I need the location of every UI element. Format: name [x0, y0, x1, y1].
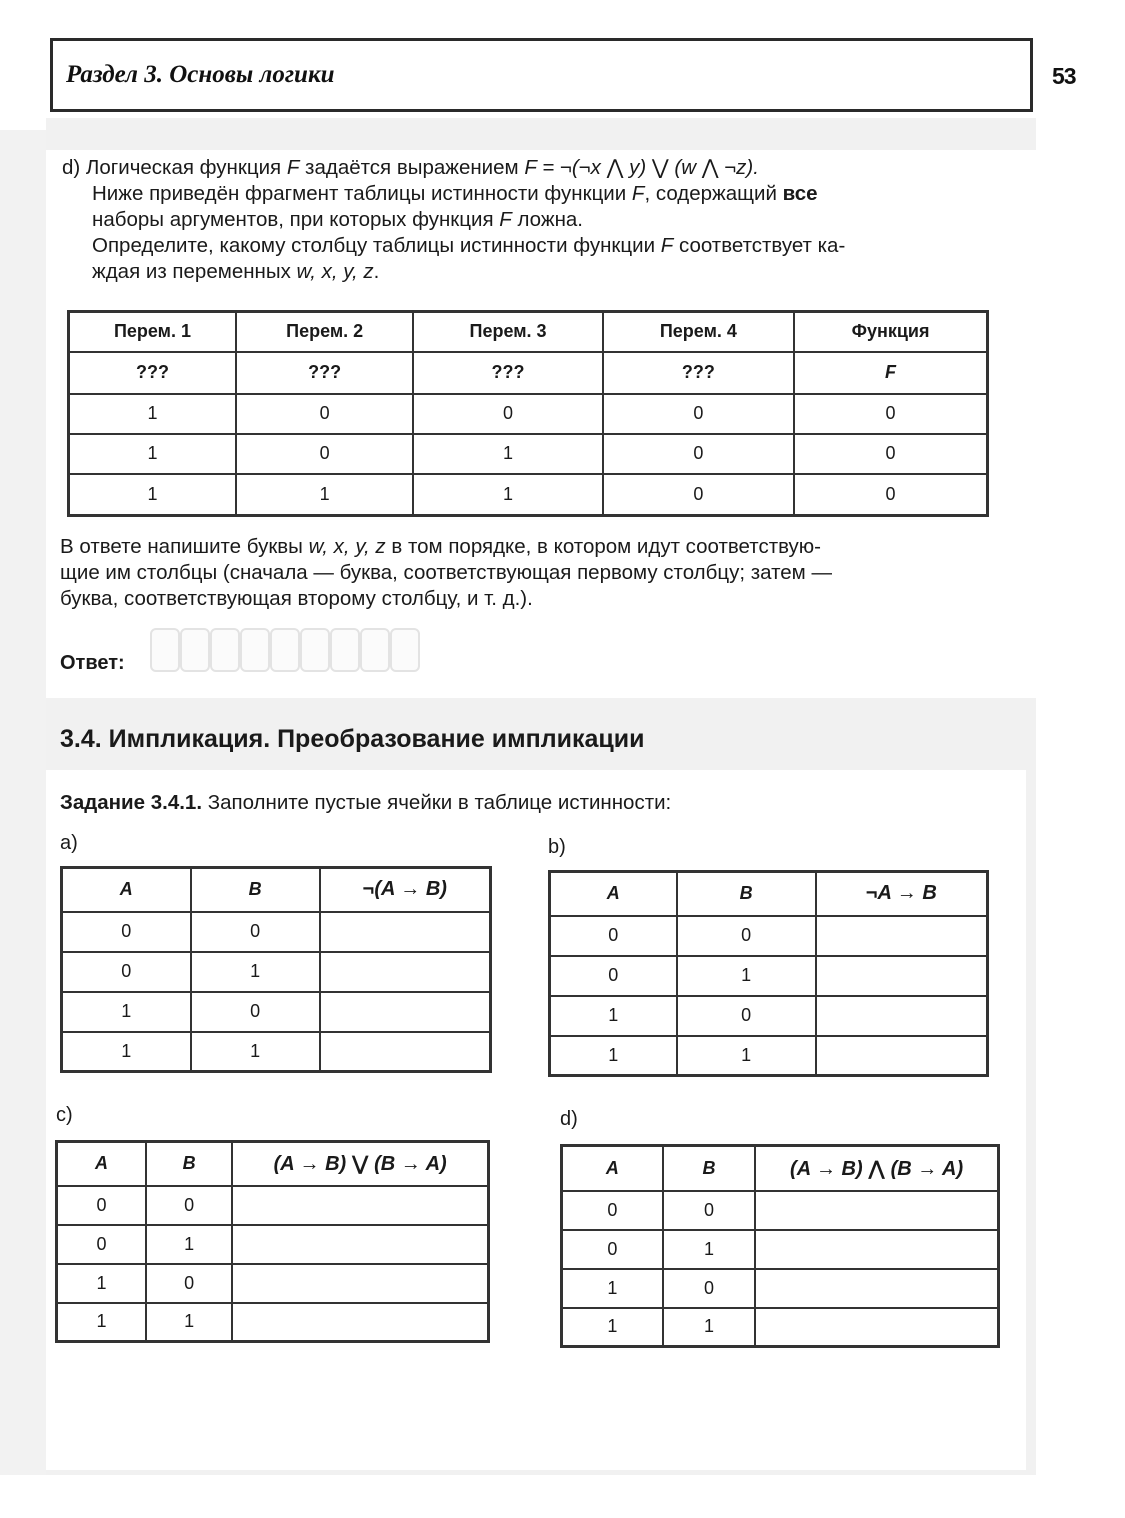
column-header: B	[677, 872, 816, 916]
table-cell: 1	[191, 1032, 320, 1072]
table-cell: 1	[69, 394, 236, 434]
subtask-label-c: c)	[56, 1104, 73, 1126]
column-header: Функция	[794, 312, 987, 352]
table-cell: 0	[57, 1186, 146, 1225]
answer-cell[interactable]	[755, 1191, 998, 1230]
answer-cell[interactable]	[816, 1036, 988, 1076]
column-header: ¬A → B	[816, 872, 988, 916]
instructions-line1-b: в том порядке, в котором идут соответствую-	[385, 535, 821, 558]
table-cell: 1	[550, 1036, 677, 1076]
answer-cell[interactable]	[755, 1269, 998, 1308]
table-row	[57, 1264, 489, 1303]
table-row	[57, 1303, 489, 1342]
table-cell: 1	[62, 1032, 191, 1072]
task-341-text: Заполните пустые ячейки в таблице истинности:	[202, 791, 672, 814]
table-row	[62, 952, 491, 992]
task-d-line3-b: ложна.	[511, 208, 583, 231]
function-expression: F = ¬(¬x ⋀ y) ⋁ (w ⋀ ¬z).	[524, 156, 759, 179]
table-cell: 0	[146, 1186, 232, 1225]
table-cell: 0	[57, 1225, 146, 1264]
table-cell: 0	[794, 394, 987, 434]
answer-box[interactable]	[210, 628, 240, 672]
truth-table-fragment	[67, 310, 989, 517]
table-cell: 1	[663, 1308, 755, 1347]
table-row	[550, 916, 988, 956]
column-subheader: F	[794, 352, 987, 394]
answer-cell[interactable]	[232, 1225, 488, 1264]
table-cell: 0	[562, 1191, 663, 1230]
column-header: ¬(A → B)	[320, 868, 491, 912]
answer-cell[interactable]	[232, 1303, 488, 1342]
truth-table-c	[55, 1140, 490, 1343]
answer-box[interactable]	[360, 628, 390, 672]
table-cell: 1	[57, 1303, 146, 1342]
column-header: A	[550, 872, 677, 916]
table-cell: 0	[794, 434, 987, 474]
column-header: B	[191, 868, 320, 912]
table-row	[69, 394, 988, 434]
instructions-line2: щие им столбцы (сначала — буква, соответствующая первому столбцу; затем —	[60, 561, 832, 584]
table-cell: 0	[550, 956, 677, 996]
table-cell: 1	[62, 992, 191, 1032]
table-cell: 0	[794, 474, 987, 516]
page-number: 53	[1052, 63, 1076, 89]
table-cell: 0	[191, 912, 320, 952]
header-title: Раздел 3. Основы логики	[66, 61, 335, 88]
column-subheader: ???	[603, 352, 794, 394]
subtask-label-a: a)	[60, 832, 78, 854]
answer-cell[interactable]	[320, 992, 491, 1032]
table-row	[562, 1308, 999, 1347]
truth-table-d	[560, 1144, 1000, 1348]
table-cell: 0	[413, 394, 602, 434]
table-cell: 1	[677, 956, 816, 996]
table-row	[57, 1225, 489, 1264]
table-row	[562, 1191, 999, 1230]
task-d-line4-b: соответствует ка-	[673, 234, 846, 257]
column-header: (A → B) ⋁ (B → A)	[232, 1142, 488, 1186]
table-cell: 0	[236, 434, 413, 474]
truth-table-b	[548, 870, 989, 1077]
table-row	[62, 912, 491, 952]
table-row	[550, 956, 988, 996]
subtask-label-d: d)	[560, 1108, 578, 1130]
column-header: A	[62, 868, 191, 912]
task-d-line4: Определите, какому столбцу таблицы истинности функции	[92, 234, 661, 257]
table-cell: 1	[236, 474, 413, 516]
section-heading: 3.4. Импликация. Преобразование импликации	[60, 725, 645, 753]
table-cell: 0	[677, 916, 816, 956]
column-header: Перем. 4	[603, 312, 794, 352]
answer-box[interactable]	[180, 628, 210, 672]
section-header	[50, 38, 1033, 112]
table-cell: 1	[413, 434, 602, 474]
column-header: Перем. 1	[69, 312, 236, 352]
subtask-label-b: b)	[548, 836, 566, 858]
table-cell: 0	[603, 474, 794, 516]
table-row	[562, 1230, 999, 1269]
answer-cell[interactable]	[816, 996, 988, 1036]
table-cell: 1	[562, 1269, 663, 1308]
function-var: F	[660, 234, 674, 257]
task-341-label: Задание 3.4.1.	[60, 791, 203, 814]
table-cell: 0	[603, 394, 794, 434]
table-cell: 0	[62, 952, 191, 992]
table-cell: 1	[69, 474, 236, 516]
column-header: B	[663, 1146, 755, 1191]
table-cell: 1	[663, 1230, 755, 1269]
answer-instructions	[60, 534, 1010, 612]
table-cell: 1	[677, 1036, 816, 1076]
column-subheader: ???	[413, 352, 602, 394]
function-var: F	[631, 182, 645, 205]
table-row	[550, 1036, 988, 1076]
answer-cell[interactable]	[320, 1032, 491, 1072]
table-row	[62, 992, 491, 1032]
table-row	[550, 996, 988, 1036]
task-d-line1: d) Логическая функция	[62, 156, 287, 179]
answer-cell[interactable]	[755, 1230, 998, 1269]
answer-cell[interactable]	[232, 1186, 488, 1225]
task-d-line5: ждая из переменных	[92, 260, 297, 283]
table-cell: 0	[562, 1230, 663, 1269]
answer-box[interactable]	[330, 628, 360, 672]
column-header: Перем. 2	[236, 312, 413, 352]
column-subheader: ???	[69, 352, 236, 394]
answer-box[interactable]	[270, 628, 300, 672]
table-cell: 1	[191, 952, 320, 992]
table-cell: 1	[146, 1225, 232, 1264]
column-header: Перем. 3	[413, 312, 602, 352]
task-d-text	[62, 155, 1002, 285]
table-cell: 1	[57, 1264, 146, 1303]
answer-cell[interactable]	[816, 916, 988, 956]
column-header: (A → B) ⋀ (B → A)	[755, 1146, 998, 1191]
table-cell: 1	[562, 1308, 663, 1347]
page-margin-band	[0, 130, 46, 1475]
table-cell: 1	[146, 1303, 232, 1342]
table-cell: 0	[550, 916, 677, 956]
answer-cell[interactable]	[320, 952, 491, 992]
table-row	[69, 434, 988, 474]
column-header: B	[146, 1142, 232, 1186]
answer-cell[interactable]	[232, 1264, 488, 1303]
task-d-line1-mid: задаётся выражением	[299, 156, 525, 179]
table-cell: 0	[677, 996, 816, 1036]
variables-list: w, x, y, z	[308, 535, 386, 558]
answer-label: Ответ:	[60, 652, 125, 674]
function-var: F	[499, 208, 512, 231]
table-cell: 0	[191, 992, 320, 1032]
table-row	[69, 474, 988, 516]
table-cell: 0	[663, 1269, 755, 1308]
task-d-line2: Ниже приведён фрагмент таблицы истинности функции	[92, 182, 632, 205]
answer-box[interactable]	[300, 628, 330, 672]
table-cell: 0	[146, 1264, 232, 1303]
table-cell: 0	[62, 912, 191, 952]
answer-cell[interactable]	[816, 956, 988, 996]
task-341-statement	[60, 791, 671, 815]
column-subheader: ???	[236, 352, 413, 394]
table-cell: 1	[69, 434, 236, 474]
task-d-line3: наборы аргументов, при которых функция	[92, 208, 500, 231]
table-cell: 0	[236, 394, 413, 434]
table-cell: 0	[603, 434, 794, 474]
table-cell: 1	[413, 474, 602, 516]
answer-cell[interactable]	[755, 1308, 998, 1347]
truth-table-a	[60, 866, 492, 1073]
answer-box[interactable]	[390, 628, 420, 672]
instructions-line3: буква, соответствующая второму столбцу, и т. д.).	[60, 587, 533, 610]
emphasis-all: все	[782, 182, 818, 205]
table-cell: 0	[663, 1191, 755, 1230]
answer-box[interactable]	[150, 628, 180, 672]
answer-box[interactable]	[240, 628, 270, 672]
answer-input-boxes[interactable]	[150, 628, 420, 672]
task-d-line2-b: , содержащий	[644, 182, 783, 205]
column-header: A	[57, 1142, 146, 1186]
task-d-line5-b: .	[373, 260, 380, 283]
answer-cell[interactable]	[320, 912, 491, 952]
function-var: F	[286, 156, 300, 179]
table-cell: 1	[550, 996, 677, 1036]
table-row	[562, 1269, 999, 1308]
column-header: A	[562, 1146, 663, 1191]
table-row	[62, 1032, 491, 1072]
instructions-line1: В ответе напишите буквы	[60, 535, 309, 558]
table-row	[57, 1186, 489, 1225]
variables-list: w, x, y, z	[296, 260, 374, 283]
